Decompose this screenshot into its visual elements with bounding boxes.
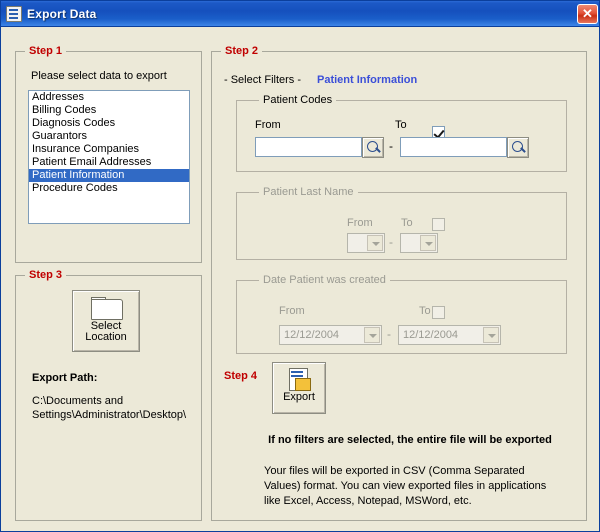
- list-item[interactable]: Addresses: [32, 91, 84, 103]
- patient-codes-legend: Patient Codes: [259, 94, 336, 106]
- window-title: Export Data: [27, 6, 97, 21]
- magnifier-icon: [367, 141, 378, 152]
- list-item-selected[interactable]: Patient Information: [29, 169, 189, 182]
- list-item[interactable]: Diagnosis Codes: [32, 117, 116, 129]
- dialog-body: [1, 27, 600, 532]
- date-created-group: [236, 274, 567, 354]
- export-note-bold: If no filters are selected, the entire file will be exported: [268, 434, 552, 446]
- step2-group: [211, 45, 587, 521]
- patient-codes-from-input[interactable]: [255, 137, 362, 157]
- step1-legend: Step 1: [25, 45, 66, 57]
- date-created-to-value: 12/12/2004: [403, 329, 459, 341]
- patient-last-name-to-select[interactable]: [400, 233, 438, 253]
- step4-legend: Step 4: [224, 370, 258, 382]
- export-button[interactable]: [272, 362, 326, 414]
- step1-hint: Please select data to export: [31, 70, 167, 82]
- close-icon[interactable]: ✕: [577, 4, 598, 24]
- export-path-value: C:\Documents and Settings\Administrator\Desktop\: [32, 395, 187, 421]
- patient-codes-separator: -: [389, 139, 393, 153]
- list-item[interactable]: Patient Email Addresses: [32, 156, 152, 168]
- export-icon: [287, 368, 311, 390]
- patient-last-name-from-label: From: [347, 217, 373, 229]
- export-note-body: Your files will be exported in CSV (Comma Separated Values) format. You can view exported files in applications like Excel, Access, Notepad, MSWord, etc.: [264, 465, 547, 507]
- export-path-title: Export Path:: [32, 372, 98, 384]
- magnifier-icon: [512, 141, 523, 152]
- chevron-down-icon[interactable]: [367, 235, 383, 251]
- patient-codes-from-search-button[interactable]: [362, 137, 384, 158]
- date-created-to-label: To: [419, 305, 431, 317]
- export-button-label: Export: [283, 391, 315, 403]
- patient-last-name-from-select[interactable]: [347, 233, 385, 253]
- patient-last-name-group: [236, 186, 567, 260]
- select-location-label-line2: Location: [85, 331, 127, 343]
- step3-group: [15, 269, 202, 521]
- patient-codes-group: [236, 94, 567, 172]
- list-item[interactable]: Billing Codes: [32, 104, 97, 116]
- step1-group: [15, 45, 202, 263]
- patient-last-name-to-label: To: [401, 217, 413, 229]
- patient-codes-from-label: From: [255, 119, 281, 131]
- date-created-from-value: 12/12/2004: [284, 329, 340, 341]
- patient-codes-to-search-button[interactable]: [507, 137, 529, 158]
- date-created-legend: Date Patient was created: [259, 274, 390, 286]
- date-created-from-label: From: [279, 305, 305, 317]
- folder-icon: [91, 297, 121, 319]
- step3-legend: Step 3: [25, 269, 66, 281]
- select-filters-label: - Select Filters -: [224, 74, 302, 86]
- chevron-down-icon[interactable]: [364, 327, 380, 343]
- step2-legend: Step 2: [221, 45, 262, 57]
- date-created-to-datepicker[interactable]: [398, 325, 501, 345]
- patient-codes-to-label: To: [395, 119, 407, 131]
- patient-last-name-separator: -: [389, 235, 393, 249]
- window-icon: [6, 6, 22, 22]
- title-bar: [1, 1, 600, 27]
- list-item[interactable]: Procedure Codes: [32, 182, 118, 194]
- chevron-down-icon[interactable]: [420, 235, 436, 251]
- select-location-label-line1: Select: [90, 320, 122, 332]
- select-location-button[interactable]: [72, 290, 140, 352]
- list-item[interactable]: Insurance Companies: [32, 143, 140, 155]
- date-created-separator: -: [387, 327, 391, 341]
- patient-codes-to-input[interactable]: [400, 137, 507, 157]
- filter-target-label: Patient Information: [317, 74, 418, 86]
- date-created-from-datepicker[interactable]: [279, 325, 382, 345]
- chevron-down-icon[interactable]: [483, 327, 499, 343]
- data-type-listbox[interactable]: [28, 90, 190, 224]
- patient-last-name-legend: Patient Last Name: [259, 186, 358, 198]
- list-item[interactable]: Guarantors: [32, 130, 88, 142]
